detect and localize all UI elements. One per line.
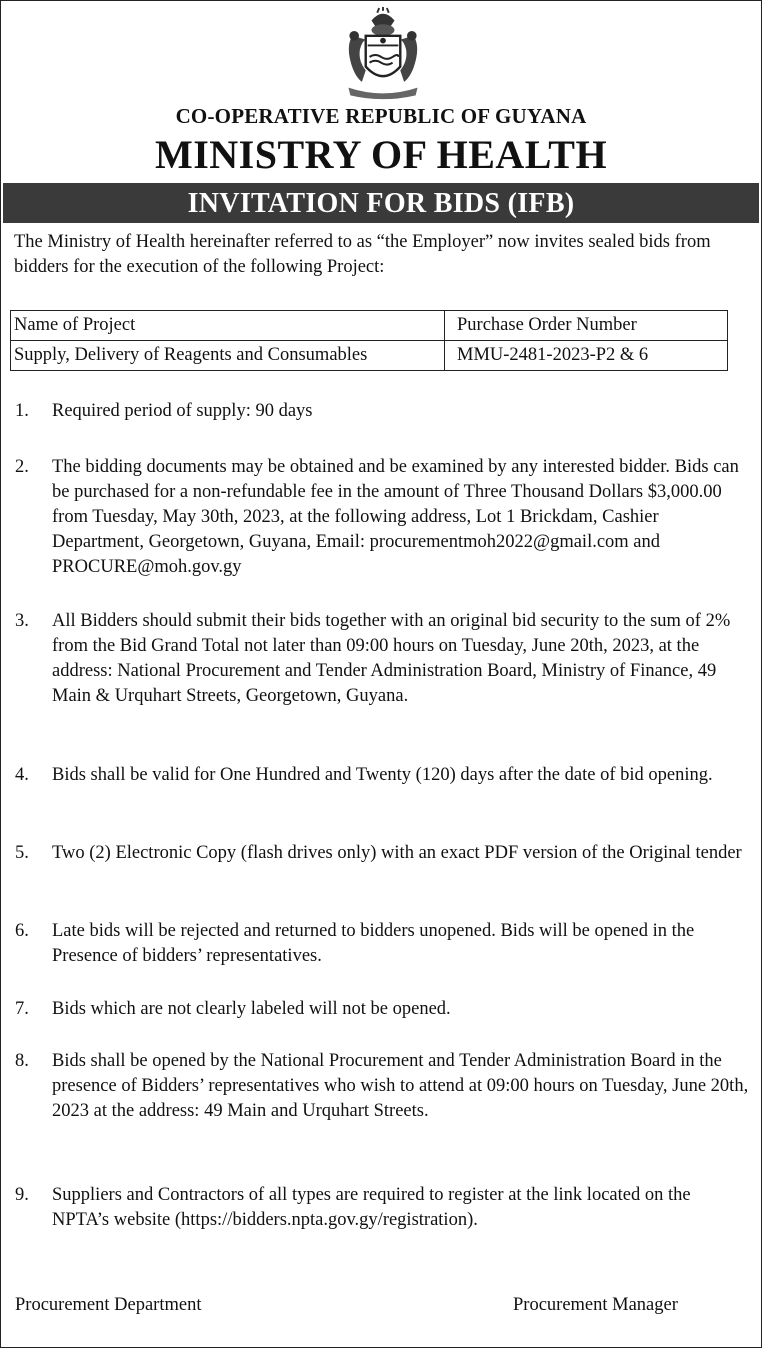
table-header-row (11, 311, 728, 341)
item-number: 6. (15, 921, 29, 941)
footer-manager: Procurement Manager (513, 1295, 678, 1315)
item-number: 5. (15, 843, 29, 863)
list-item (15, 997, 751, 1022)
item-number: 1. (15, 401, 29, 421)
item-text: All Bidders should submit their bids together with an original bid security to the sum of 2% from the Bid Grand Total not later than 09:00 hours on Tuesday, June 20th, 2023, at the address: National Procurement and Tender Administration Board, Ministry of Finance, 49 Main & Urquhart Streets, Georgetown, Guyana. (52, 611, 731, 706)
list-item (15, 399, 751, 424)
ministry-title: MINISTRY OF HEALTH (154, 132, 608, 177)
list-item (15, 1049, 751, 1124)
list-item (15, 455, 751, 580)
country-heading: CO-OPERATIVE REPUBLIC OF GUYANA (175, 104, 587, 128)
item-text: Bids shall be opened by the National Procurement and Tender Administration Board in the presence of Bidders’ representatives who wish to attend at 09:00 hours on Tuesday, June 20th, 2023 at the address: 49 Main and Urquhart Streets. (52, 1051, 749, 1121)
table-cell: MMU-2481-2023-P2 & 6 (445, 341, 728, 371)
item-number: 2. (15, 457, 29, 477)
item-text: Required period of supply: 90 days (52, 401, 313, 421)
item-number: 4. (15, 765, 29, 785)
list-item (15, 609, 751, 709)
item-number: 7. (15, 999, 29, 1019)
item-number: 3. (15, 611, 29, 631)
project-table (10, 310, 728, 371)
table-header-cell: Purchase Order Number (445, 311, 728, 341)
list-item (15, 841, 751, 866)
list-item (15, 1183, 751, 1233)
ifb-banner: INVITATION FOR BIDS (IFB) (3, 183, 759, 223)
item-text: The bidding documents may be obtained and be examined by any interested bidder. Bids can be purchased for a non-refundable fee in the amount of Three Thousand Dollars $3,000.00 from Tuesday, May 30th, 2023, at the following address, Lot 1 Brickdam, Cashier Department, Georgetown, Guyana, Email: procurementmoh2022@gmail.com and PROCURE@moh.gov.gy (52, 457, 739, 577)
table-cell: Supply, Delivery of Reagents and Consumables (11, 341, 445, 371)
footer-department: Procurement Department (15, 1295, 202, 1315)
table-row (11, 341, 728, 371)
item-text: Bids which are not clearly labeled will not be opened. (52, 999, 451, 1019)
item-number: 9. (15, 1185, 29, 1205)
list-item (15, 919, 751, 969)
item-text: Two (2) Electronic Copy (flash drives only) with an exact PDF version of the Original tender (52, 843, 742, 863)
item-number: 8. (15, 1051, 29, 1071)
table-header-cell: Name of Project (11, 311, 445, 341)
item-text: Bids shall be valid for One Hundred and Twenty (120) days after the date of bid opening. (52, 765, 713, 785)
list-item (15, 763, 751, 788)
item-text: Suppliers and Contractors of all types are required to register at the link located on the NPTA’s website (https://bidders.npta.gov.gy/registration). (52, 1185, 691, 1230)
intro-paragraph: The Ministry of Health hereinafter referred to as “the Employer” now invites sealed bids from bidders for the execution of the following Project: (14, 232, 711, 277)
coat-of-arms-emblem (335, 7, 431, 103)
item-text: Late bids will be rejected and returned to bidders unopened. Bids will be opened in the Presence of bidders’ representatives. (52, 921, 695, 966)
